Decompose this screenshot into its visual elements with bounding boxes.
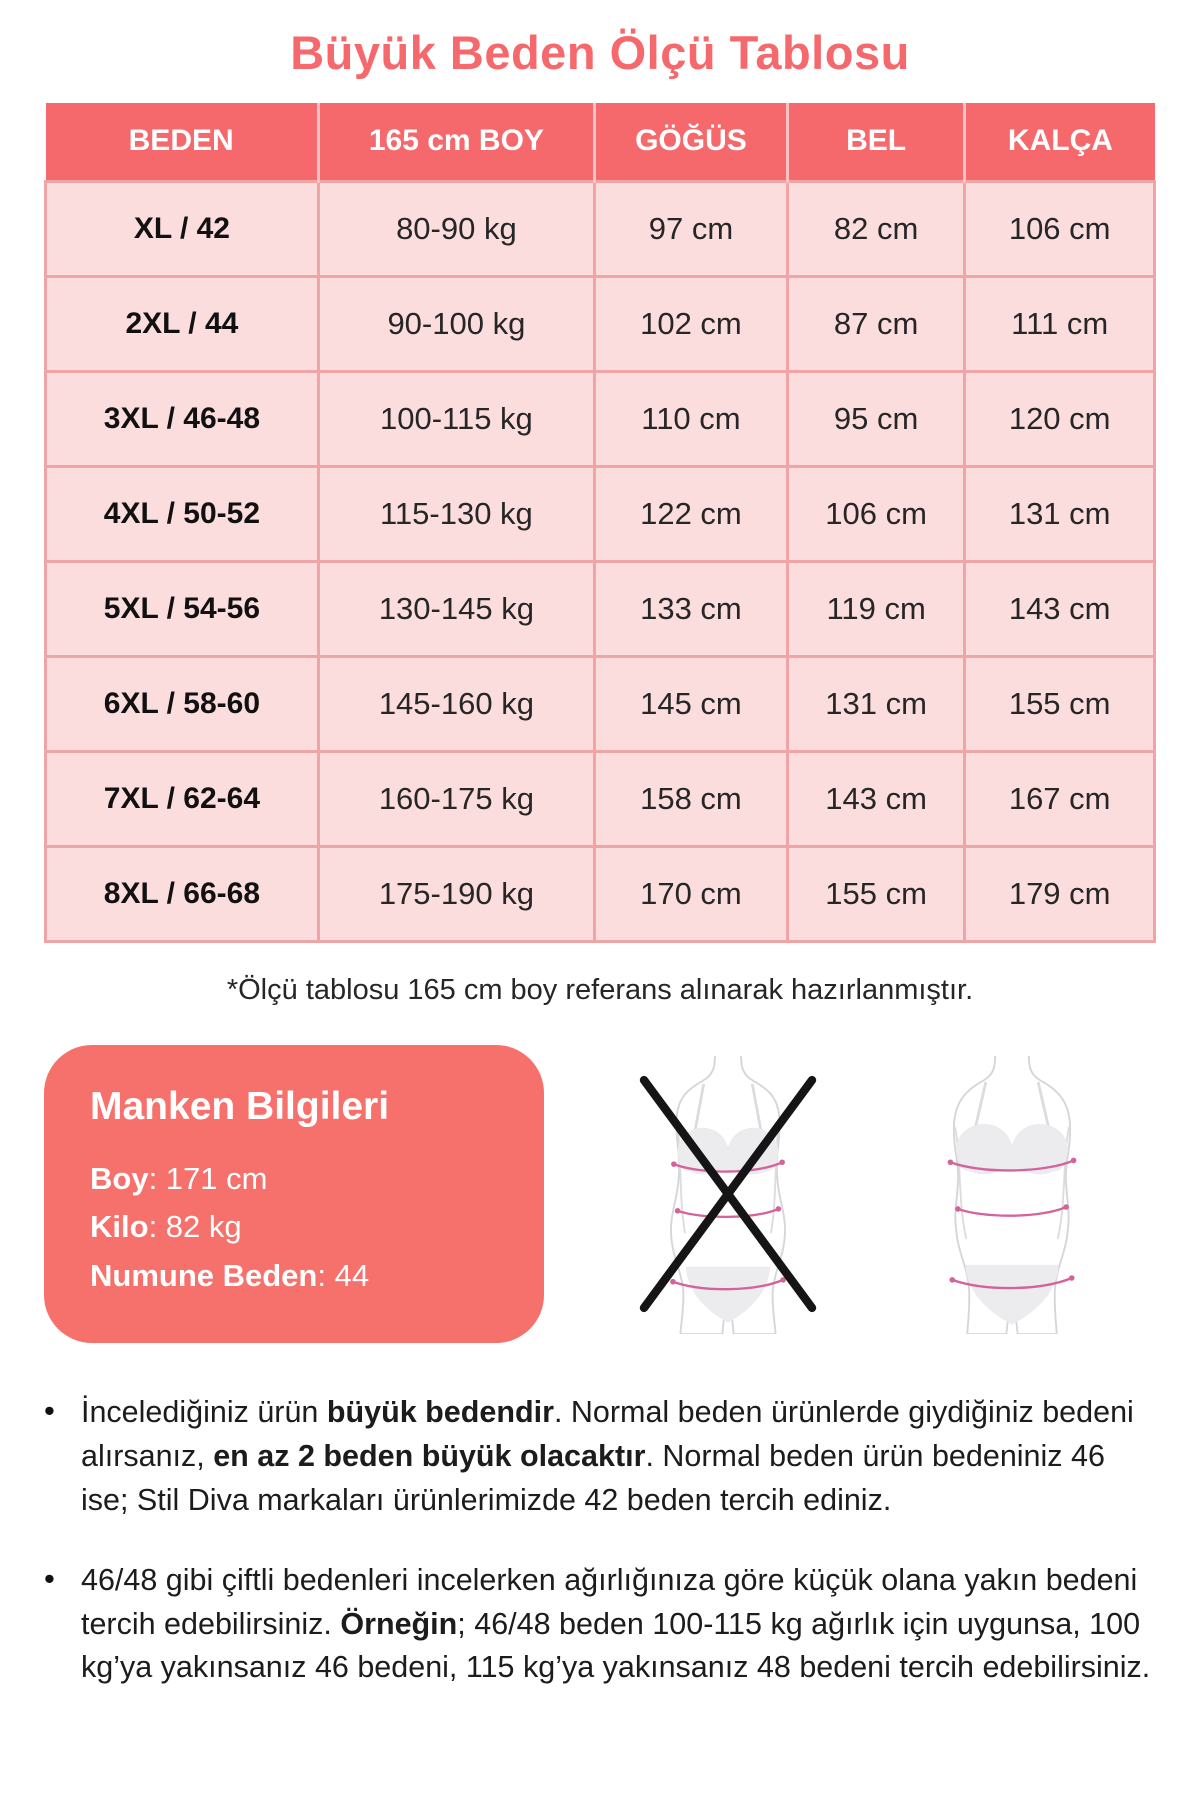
- table-cell: 106 cm: [787, 466, 964, 561]
- bullet-icon: •: [44, 1561, 55, 1597]
- table-row: [46, 276, 1155, 371]
- table-cell: 143 cm: [787, 751, 964, 846]
- measurement-figures: [584, 1054, 1156, 1334]
- table-cell: XL / 42: [46, 181, 319, 276]
- column-header: BEL: [787, 103, 964, 181]
- table-cell: 82 cm: [787, 181, 964, 276]
- table-cell: 7XL / 62-64: [46, 751, 319, 846]
- table-cell: 6XL / 58-60: [46, 656, 319, 751]
- table-row: [46, 846, 1155, 941]
- model-info-field: Numune Beden: 44: [90, 1258, 370, 1294]
- table-cell: 167 cm: [965, 751, 1155, 846]
- crossed-out-slim-figure-icon: [625, 1054, 831, 1334]
- table-cell: 145-160 kg: [318, 656, 594, 751]
- table-cell: 80-90 kg: [318, 181, 594, 276]
- table-row: [46, 371, 1155, 466]
- column-header: GÖĞÜS: [594, 103, 787, 181]
- table-cell: 111 cm: [965, 276, 1155, 371]
- note-text: İncelediğiniz ürün büyük bedendir. Normal beden ürünlerde giydiğiniz bedeni alırsanız, en az 2 beden büyük olacaktır. Normal beden ürün bedeniniz 46 ise; Stil Diva markaları ürünlerimizde 42 beden tercih ediniz.: [81, 1395, 1134, 1517]
- table-cell: 170 cm: [594, 846, 787, 941]
- column-header: 165 cm BOY: [318, 103, 594, 181]
- table-cell: 155 cm: [965, 656, 1155, 751]
- table-footnote: *Ölçü tablosu 165 cm boy referans alınarak hazırlanmıştır.: [226, 973, 974, 1006]
- bullet-icon: •: [44, 1393, 55, 1429]
- table-cell: 90-100 kg: [318, 276, 594, 371]
- table-cell: 95 cm: [787, 371, 964, 466]
- table-cell: 106 cm: [965, 181, 1155, 276]
- note-text: 46/48 gibi çiftli bedenleri incelerken ağırlığınıza göre küçük olana yakın bedeni tercih edebilirsiniz. Örneğin; 46/48 beden 100-115 kg ağırlık için uygunsa, 100 kg’ya yakınsanız 46 bedeni, 115 kg’ya yakınsanız 48 bedeni tercih edebilirsiniz.: [81, 1563, 1151, 1685]
- table-cell: 115-130 kg: [318, 466, 594, 561]
- table-cell: 3XL / 46-48: [46, 371, 319, 466]
- plus-size-figure-icon: [909, 1054, 1115, 1334]
- table-cell: 130-145 kg: [318, 561, 594, 656]
- table-cell: 133 cm: [594, 561, 787, 656]
- table-cell: 97 cm: [594, 181, 787, 276]
- table-row: [46, 181, 1155, 276]
- note-item: [44, 1559, 1156, 1690]
- table-row: [46, 751, 1155, 846]
- size-table: [44, 103, 1156, 943]
- table-cell: 110 cm: [594, 371, 787, 466]
- notes-list: [44, 1391, 1156, 1690]
- table-cell: 87 cm: [787, 276, 964, 371]
- model-info-section: [44, 1045, 1156, 1344]
- column-header: KALÇA: [965, 103, 1155, 181]
- table-cell: 143 cm: [965, 561, 1155, 656]
- table-header-row: [46, 103, 1155, 181]
- table-row: [46, 561, 1155, 656]
- table-cell: 179 cm: [965, 846, 1155, 941]
- table-cell: 4XL / 50-52: [46, 466, 319, 561]
- table-cell: 131 cm: [787, 656, 964, 751]
- table-cell: 120 cm: [965, 371, 1155, 466]
- model-info-field: Kilo: 82 kg: [90, 1209, 242, 1245]
- model-info-fields: [90, 1155, 498, 1302]
- table-cell: 119 cm: [787, 561, 964, 656]
- table-cell: 8XL / 66-68: [46, 846, 319, 941]
- table-cell: 155 cm: [787, 846, 964, 941]
- table-cell: 122 cm: [594, 466, 787, 561]
- model-info-title: Manken Bilgileri: [90, 1084, 390, 1128]
- table-cell: 100-115 kg: [318, 371, 594, 466]
- table-row: [46, 466, 1155, 561]
- model-info-box: [44, 1045, 544, 1344]
- table-cell: 145 cm: [594, 656, 787, 751]
- table-cell: 131 cm: [965, 466, 1155, 561]
- table-cell: 175-190 kg: [318, 846, 594, 941]
- table-cell: 5XL / 54-56: [46, 561, 319, 656]
- page-title: Büyük Beden Ölçü Tablosu: [290, 26, 910, 79]
- column-header: BEDEN: [46, 103, 319, 181]
- table-cell: 158 cm: [594, 751, 787, 846]
- model-info-field: Boy: 171 cm: [90, 1160, 268, 1196]
- table-cell: 2XL / 44: [46, 276, 319, 371]
- table-cell: 102 cm: [594, 276, 787, 371]
- table-cell: 160-175 kg: [318, 751, 594, 846]
- note-item: [44, 1391, 1156, 1522]
- table-row: [46, 656, 1155, 751]
